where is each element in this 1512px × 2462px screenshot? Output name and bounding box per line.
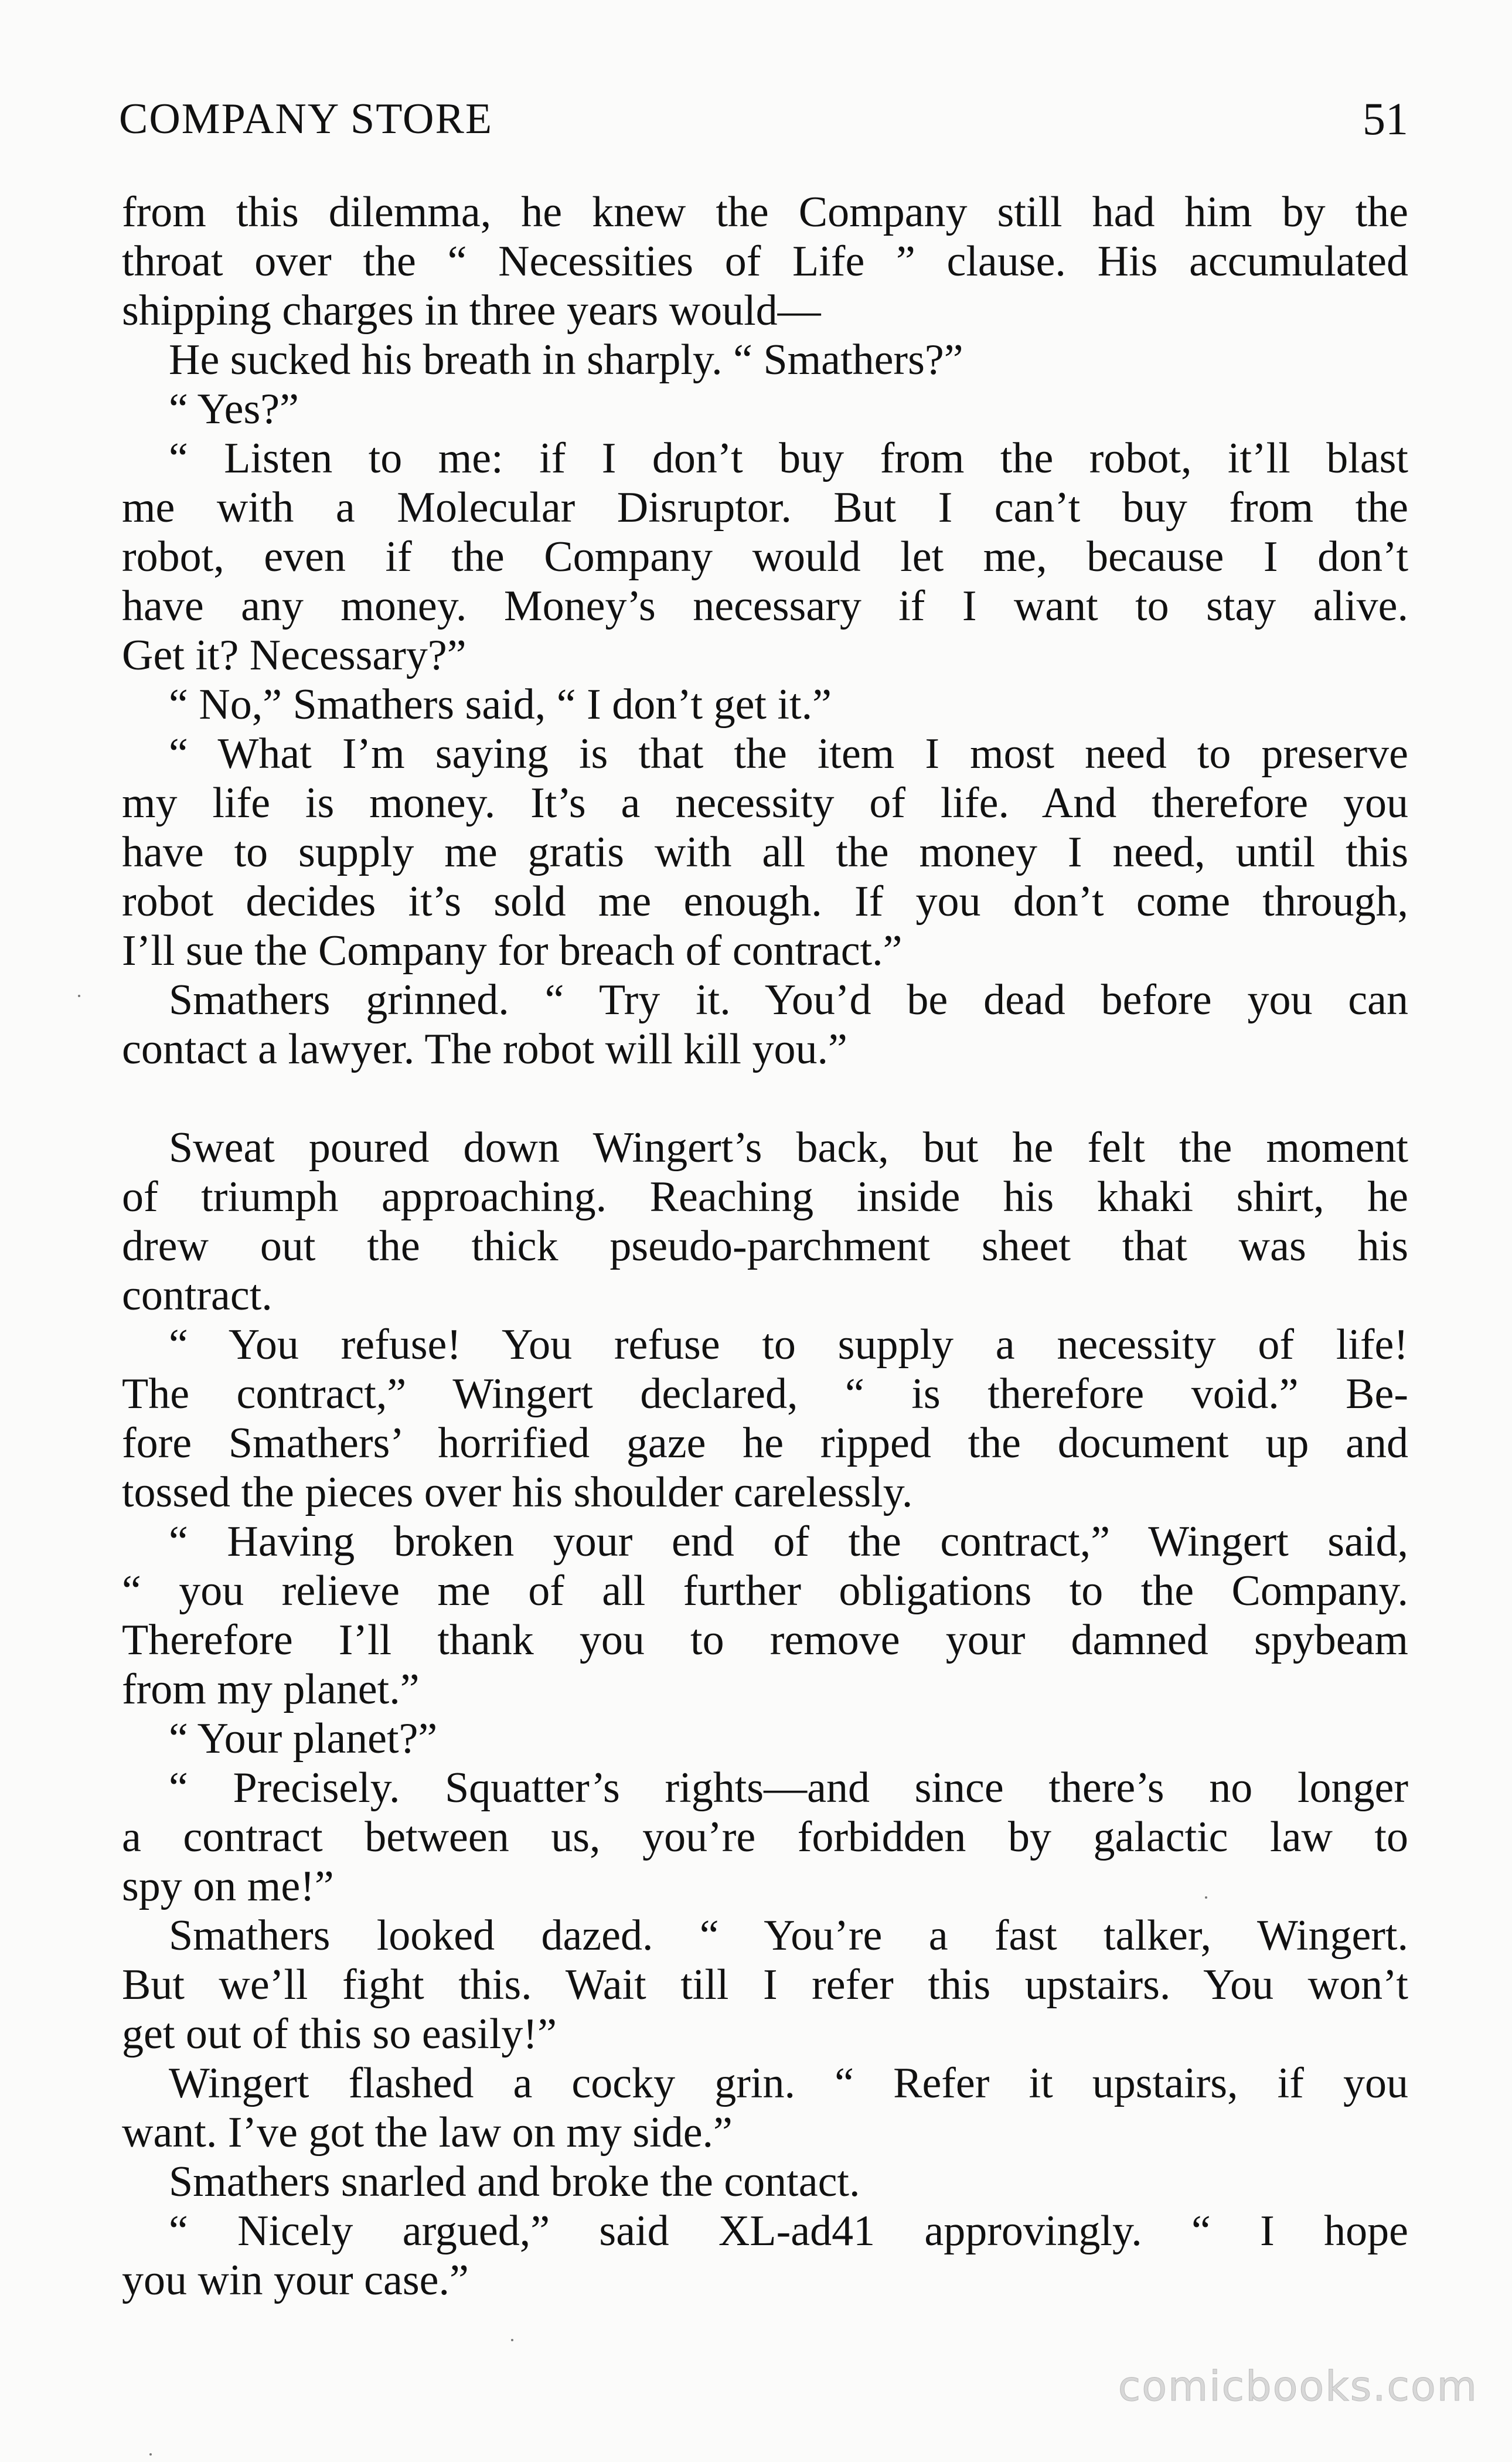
text-line: Get it? Necessary?”	[122, 631, 466, 679]
text-line: drew out the thick pseudo-parchment sheet that was his	[122, 1222, 1408, 1270]
text-line: He sucked his breath in sharply. “ Smathers?”	[169, 336, 963, 384]
page-number: 51	[1363, 93, 1408, 144]
print-speck	[149, 2453, 152, 2456]
text-line: “ You refuse! You refuse to supply a necessity of life!	[169, 1321, 1408, 1369]
text-line: shipping charges in three years would—	[122, 287, 821, 335]
section-break	[122, 1074, 1408, 1123]
text-line: you win your case.”	[122, 2256, 469, 2304]
text-line: “ you relieve me of all further obligations to the Company.	[122, 1567, 1408, 1615]
text-line: of triumph approaching. Reaching inside his khaki shirt, he	[122, 1173, 1408, 1221]
text-line: have any money. Money’s necessary if I want to stay alive.	[122, 582, 1408, 630]
watermark	[0, 2356, 1512, 2421]
print-speck	[78, 995, 80, 997]
print-speck	[511, 2339, 513, 2341]
page-header	[119, 93, 1408, 145]
text-line: But we’ll fight this. Wait till I refer this upstairs. You won’t	[122, 1961, 1408, 2009]
text-line: “ Precisely. Squatter’s rights—and since there’s no longer	[169, 1764, 1408, 1812]
text-line: a contract between us, you’re forbidden by galactic law to	[122, 1813, 1408, 1861]
text-line: “ Having broken your end of the contract,” Wingert said,	[169, 1518, 1408, 1566]
text-line: Sweat poured down Wingert’s back, but he felt the moment	[169, 1124, 1408, 1172]
text-line: Wingert flashed a cocky grin. “ Refer it upstairs, if you	[169, 2059, 1408, 2107]
running-head: COMPANY STORE	[119, 95, 493, 143]
body-text	[122, 188, 1408, 2305]
text-line: throat over the “ Necessities of Life ” clause. His accumulated	[122, 237, 1408, 285]
text-line: robot, even if the Company would let me, because I don’t	[122, 533, 1408, 581]
text-line: Smathers grinned. “ Try it. You’d be dead before you can	[169, 976, 1408, 1024]
text-line: my life is money. It’s a necessity of life. And therefore you	[122, 779, 1408, 827]
text-line: from this dilemma, he knew the Company still had him by the	[122, 188, 1408, 236]
text-line: I’ll sue the Company for breach of contract.”	[122, 927, 903, 975]
text-line: “ Listen to me: if I don’t buy from the robot, it’ll blast	[169, 434, 1408, 482]
text-line: want. I’ve got the law on my side.”	[122, 2109, 733, 2157]
text-line: tossed the pieces over his shoulder carelessly.	[122, 1468, 913, 1516]
text-line: contract.	[122, 1271, 273, 1320]
text-line: “ No,” Smathers said, “ I don’t get it.”	[169, 681, 832, 729]
text-line: “ What I’m saying is that the item I most need to preserve	[169, 730, 1408, 778]
text-line: have to supply me gratis with all the money I need, until this	[122, 828, 1408, 876]
text-line: “ Your planet?”	[169, 1715, 438, 1763]
text-line: robot decides it’s sold me enough. If you don’t come through,	[122, 878, 1408, 926]
text-line: Smathers snarled and broke the contact.	[169, 2158, 860, 2206]
text-line: Smathers looked dazed. “ You’re a fast talker, Wingert.	[169, 1912, 1408, 1960]
text-line: fore Smathers’ horrified gaze he ripped the document up and	[122, 1419, 1408, 1467]
text-line: “ Nicely argued,” said XL-ad41 approvingly. “ I hope	[169, 2207, 1408, 2255]
text-line: get out of this so easily!”	[122, 2010, 557, 2058]
text-line: “ Yes?”	[169, 385, 299, 433]
text-line: contact a lawyer. The robot will kill you.”	[122, 1025, 847, 1073]
print-speck	[1205, 1896, 1207, 1899]
text-line: Therefore I’ll thank you to remove your damned spybeam	[122, 1616, 1408, 1664]
text-line: The contract,” Wingert declared, “ is therefore void.” Be-	[122, 1370, 1408, 1418]
text-line: spy on me!”	[122, 1862, 334, 1910]
text-line: me with a Molecular Disruptor. But I can’t buy from the	[122, 484, 1408, 532]
watermark-text: comicbooks.com	[1118, 2362, 1478, 2410]
text-line: from my planet.”	[122, 1665, 420, 1713]
